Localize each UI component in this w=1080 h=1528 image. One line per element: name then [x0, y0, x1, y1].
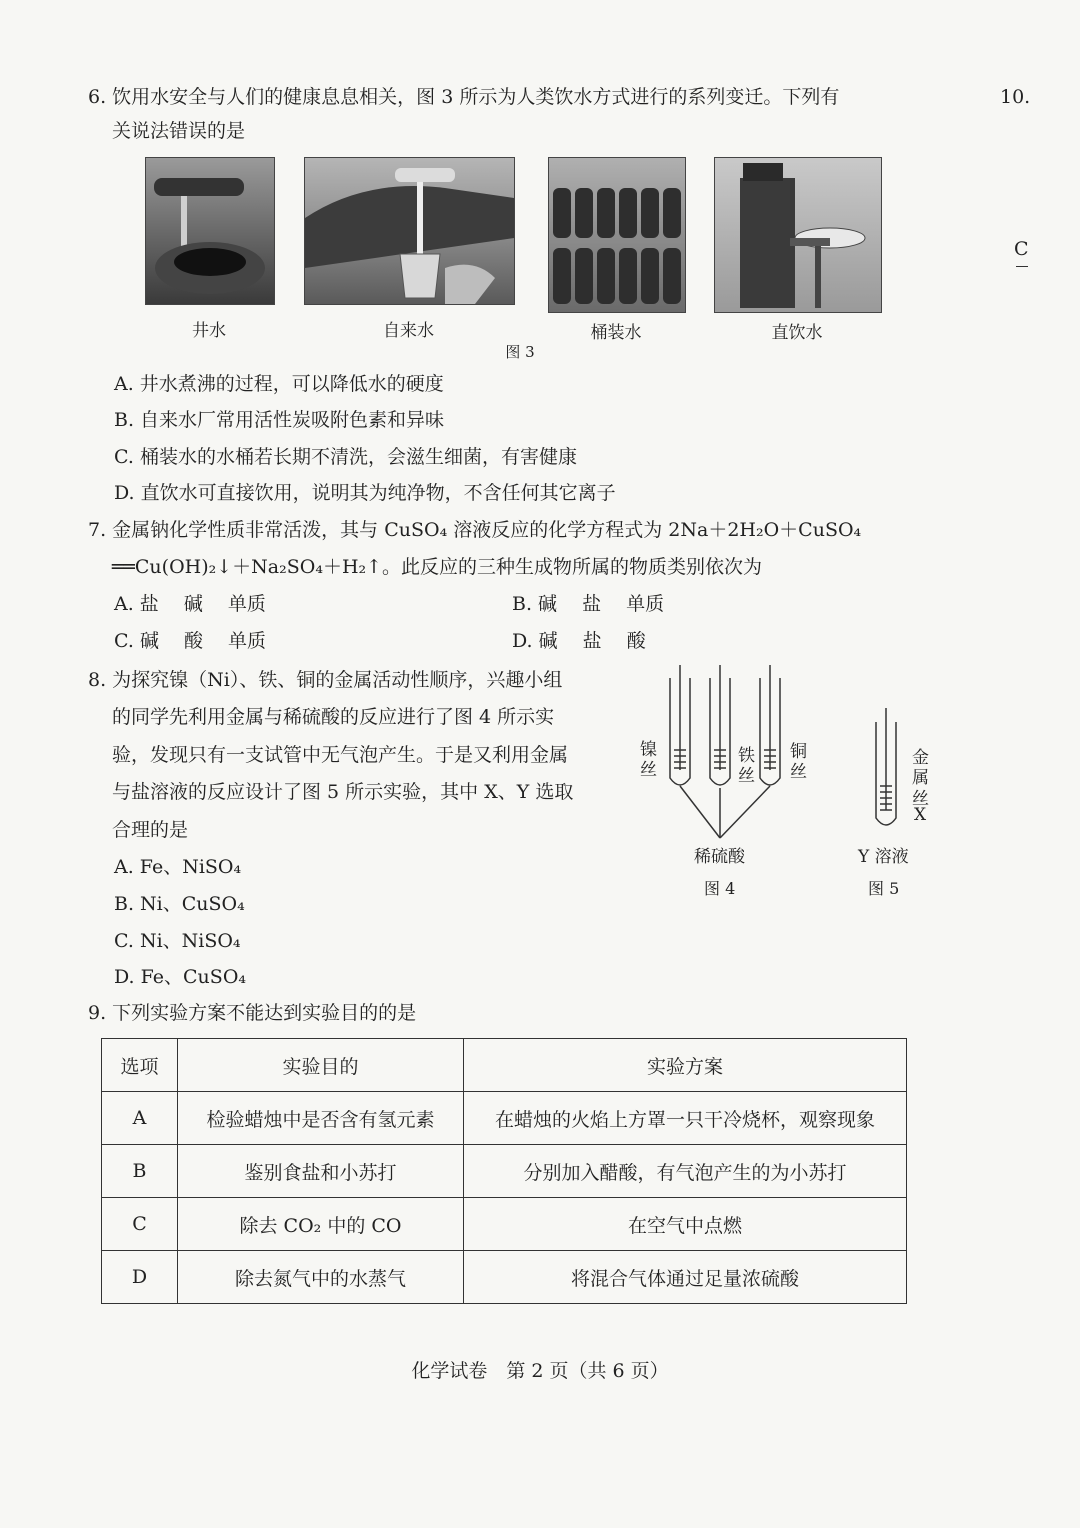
side-underline [1016, 266, 1028, 267]
q7-stem-line1: 7. 金属钠化学性质非常活泼，其与 CuSO₄ 溶液反应的化学方程式为 2Na＋2H₂O＋CuSO₄ [88, 519, 862, 541]
table-row [102, 1198, 907, 1251]
q9-row-b-plan: 分别加入醋酸，有气泡产生的为小苏打 [464, 1145, 907, 1198]
q8-option-a: A. Fe、NiSO₄ [114, 856, 242, 878]
tap-illustration [305, 158, 514, 304]
table-row [102, 1092, 907, 1145]
table-row [102, 1251, 907, 1304]
q8-option-b: B. Ni、CuSO₄ [114, 893, 245, 915]
fig4-label-dilute-sulfuric-acid: 稀硫酸 [694, 847, 745, 867]
q6-option-b: B. 自来水厂常用活性炭吸附色素和异味 [114, 409, 445, 431]
q9-stem: 9. 下列实验方案不能达到实验目的的是 [88, 1002, 417, 1024]
q8-stem-line3: 验，发现只有一支试管中无气泡产生。于是又利用金属 [112, 744, 569, 766]
photo-direct-drinking-water [714, 157, 882, 313]
q9-row-a-option: A [102, 1092, 178, 1145]
q6-stem-line2: 关说法错误的是 [112, 120, 246, 142]
q7-option-d: D. 碱 盐 酸 [512, 630, 646, 652]
fig5-label-metal-wire: 金属丝 [912, 748, 929, 809]
q9-table-header [102, 1039, 907, 1092]
bottles-illustration [549, 158, 685, 312]
q9-header-plan: 实验方案 [464, 1039, 907, 1092]
side-letter: C [1014, 238, 1029, 260]
q7-stem-line2: ══Cu(OH)₂↓＋Na₂SO₄＋H₂↑。此反应的三种生成物所属的物质类别依次为 [112, 556, 763, 578]
q8-stem-line4: 与盐溶液的反应设计了图 5 所示实验，其中 X、Y 选取 [112, 781, 574, 803]
fig4-label-copper-wire: 铜丝 [790, 742, 807, 783]
q9-header-purpose: 实验目的 [178, 1039, 464, 1092]
q9-row-c-plan: 在空气中点燃 [464, 1198, 907, 1251]
q6-option-d: D. 直饮水可直接饮用，说明其为纯净物，不含任何其它离子 [114, 482, 616, 504]
caption-tap-water: 自来水 [383, 321, 434, 341]
fig5-label-x: X [914, 805, 927, 825]
q8-stem-line1: 8. 为探究镍（Ni）、铁、铜的金属活动性顺序，兴趣小组 [88, 669, 563, 691]
figure-3-label: 图 3 [505, 343, 535, 361]
photo-bottled-water [548, 157, 686, 313]
table-row [102, 1145, 907, 1198]
side-number: 10. [1000, 86, 1031, 108]
q6-option-a: A. 井水煮沸的过程，可以降低水的硬度 [114, 373, 444, 395]
fountain-illustration [715, 158, 881, 312]
fig5-label-y-solution: Y 溶液 [858, 847, 909, 867]
figure-5-test-tube [860, 700, 910, 840]
q9-table [101, 1038, 907, 1304]
q9-row-c-option: C [102, 1198, 178, 1251]
photo-tap-water [304, 157, 515, 305]
q9-row-b-option: B [102, 1145, 178, 1198]
q9-row-a-plan: 在蜡烛的火焰上方罩一只干冷烧杯，观察现象 [464, 1092, 907, 1145]
caption-bottled-water: 桶装水 [590, 323, 642, 343]
q9-header-option: 选项 [102, 1039, 178, 1092]
q6-stem-line1: 6. 饮用水安全与人们的健康息息相关，图 3 所示为人类饮水方式进行的系列变迁。下列有 [88, 86, 840, 108]
figure-5-label: 图 5 [868, 879, 900, 898]
q8-stem-line2: 的同学先利用金属与稀硫酸的反应进行了图 4 所示实 [112, 706, 555, 728]
photo-well-water [145, 157, 275, 305]
q7-option-b: B. 碱 盐 单质 [512, 593, 665, 615]
q9-row-d-purpose: 除去氮气中的水蒸气 [178, 1251, 464, 1304]
q9-row-b-purpose: 鉴别食盐和小苏打 [178, 1145, 464, 1198]
figure-4-label: 图 4 [704, 879, 736, 898]
caption-direct-drinking-water: 直饮水 [771, 323, 823, 343]
q7-option-a: A. 盐 碱 单质 [114, 593, 266, 615]
fig4-label-nickel-wire: 镍丝 [640, 740, 657, 781]
fig4-label-iron-wire: 铁丝 [738, 746, 755, 787]
q8-option-d: D. Fe、CuSO₄ [114, 966, 247, 988]
q8-option-c: C. Ni、NiSO₄ [114, 930, 241, 952]
q9-row-a-purpose: 检验蜡烛中是否含有氢元素 [178, 1092, 464, 1145]
q8-stem-line5: 合理的是 [112, 819, 189, 841]
q9-row-d-plan: 将混合气体通过足量浓硫酸 [464, 1251, 907, 1304]
q6-option-c: C. 桶装水的水桶若长期不清洗，会滋生细菌，有害健康 [114, 446, 577, 468]
q9-row-c-purpose: 除去 CO₂ 中的 CO [178, 1198, 464, 1251]
page-footer: 化学试卷 第 2 页（共 6 页） [411, 1360, 669, 1382]
caption-well-water: 井水 [192, 321, 226, 341]
q9-row-d-option: D [102, 1251, 178, 1304]
q7-option-c: C. 碱 酸 单质 [114, 630, 267, 652]
well-illustration [146, 158, 274, 304]
